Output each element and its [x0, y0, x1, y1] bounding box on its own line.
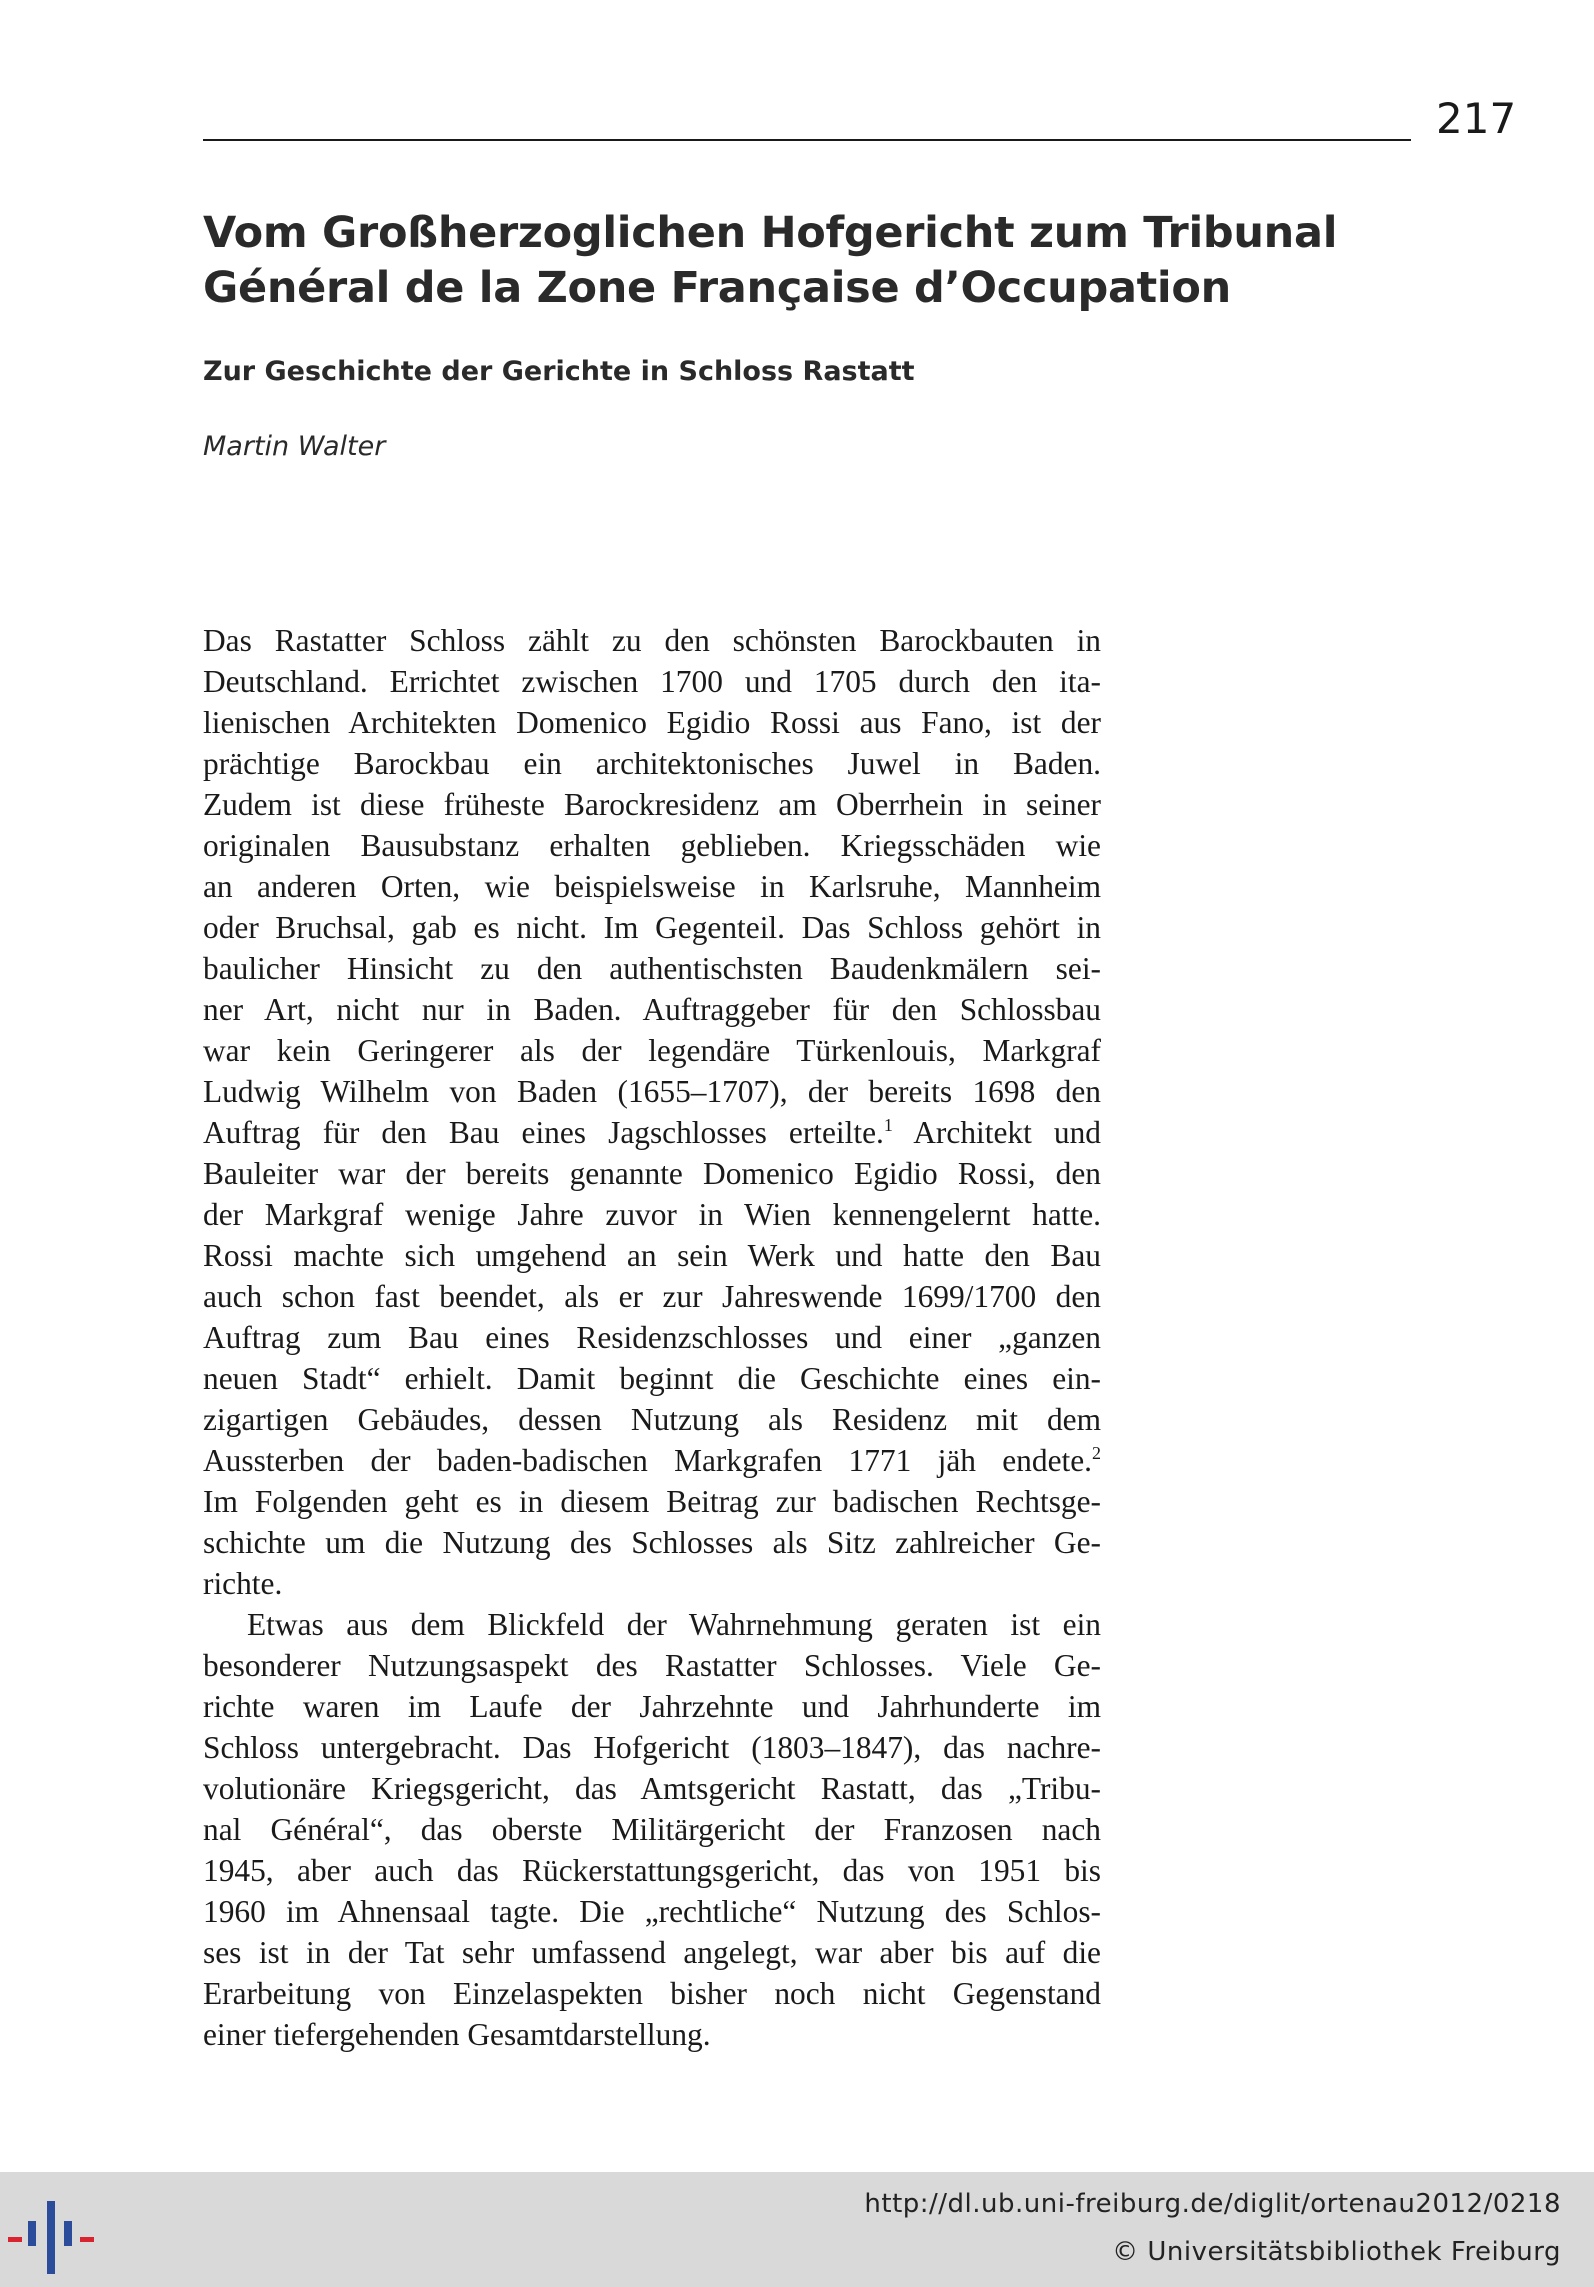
text-segment: Aussterben der baden-badischen Markgrafen 1771 jäh endete.	[203, 1443, 1092, 1478]
text-line: an anderen Orten, wie beispielsweise in Karlsruhe, Mannheim	[203, 869, 1101, 904]
text-line: nal Général“, das oberste Militärgericht der Franzosen nach	[203, 1812, 1101, 1847]
ub-freiburg-logo-icon	[0, 2190, 100, 2280]
text-line: zigartigen Gebäudes, dessen Nutzung als Residenz mit dem	[203, 1402, 1101, 1437]
article-subtitle: Zur Geschichte der Gerichte in Schloss Rastatt	[203, 356, 915, 387]
text-line: war kein Geringerer als der legendäre Türkenlouis, Markgraf	[203, 1033, 1101, 1068]
article-author: Martin Walter	[203, 431, 386, 462]
text-line: Ludwig Wilhelm von Baden (1655–1707), der bereits 1698 den	[203, 1074, 1101, 1109]
text-line: Im Folgenden geht es in diesem Beitrag zur badischen Rechtsge-	[203, 1484, 1101, 1519]
text-segment: Architekt und	[913, 1115, 1101, 1150]
text-line: Bauleiter war der bereits genannte Domenico Egidio Rossi, den	[203, 1156, 1101, 1191]
footnote-ref-2[interactable]: 2	[1092, 1443, 1101, 1463]
article-body	[203, 620, 1101, 2055]
text-line: einer tiefergehenden Gesamtdarstellung.	[203, 2017, 711, 2052]
footnote-ref-1[interactable]: 1	[883, 1115, 893, 1135]
footer-url-link[interactable]: http://dl.ub.uni-freiburg.de/diglit/ortenau2012/0218	[864, 2189, 1561, 2219]
text-line: schichte um die Nutzung des Schlosses als Sitz zahlreicher Ge-	[203, 1525, 1101, 1560]
text-line: besonderer Nutzungsaspekt des Rastatter Schlosses. Viele Ge-	[203, 1648, 1101, 1683]
text-line: Rossi machte sich umgehend an sein Werk und hatte den Bau	[203, 1238, 1101, 1273]
text-line: lienischen Architekten Domenico Egidio Rossi aus Fano, ist der	[203, 705, 1101, 740]
page-number: 217	[1436, 94, 1517, 143]
text-line: Erarbeitung von Einzelaspekten bisher noch nicht Gegenstand	[203, 1976, 1101, 2011]
header-rule	[203, 139, 1411, 141]
footer-copyright: © Universitätsbibliothek Freiburg	[1112, 2237, 1561, 2267]
text-line-with-footnote	[203, 1112, 1101, 1153]
text-segment: Auftrag für den Bau eines Jagschlosses erteilte.	[203, 1115, 884, 1150]
text-line: Etwas aus dem Blickfeld der Wahrnehmung geraten ist ein	[247, 1607, 1101, 1642]
text-line: auch schon fast beendet, als er zur Jahreswende 1699/1700 den	[203, 1279, 1101, 1314]
text-line: 1945, aber auch das Rückerstattungsgericht, das von 1951 bis	[203, 1853, 1101, 1888]
text-line: richte.	[203, 1566, 283, 1601]
text-line: volutionäre Kriegsgericht, das Amtsgericht Rastatt, das „Tribu-	[203, 1771, 1101, 1806]
text-line-with-footnote	[203, 1440, 1101, 1481]
text-line: Schloss untergebracht. Das Hofgericht (1803–1847), das nachre-	[203, 1730, 1101, 1765]
text-line: neuen Stadt“ erhielt. Damit beginnt die Geschichte eines ein-	[203, 1361, 1101, 1396]
text-line: 1960 im Ahnensaal tagte. Die „rechtliche“ Nutzung des Schlos-	[203, 1894, 1101, 1929]
article-title-line-2: Général de la Zone Française d’Occupation	[203, 263, 1231, 313]
text-line: ner Art, nicht nur in Baden. Auftraggeber für den Schlossbau	[203, 992, 1101, 1027]
text-line: originalen Bausubstanz erhalten geblieben. Kriegsschäden wie	[203, 828, 1101, 863]
article-title-line-1: Vom Großherzoglichen Hofgericht zum Tribunal	[203, 208, 1338, 258]
text-line: ses ist in der Tat sehr umfassend angelegt, war aber bis auf die	[203, 1935, 1101, 1970]
paragraph-1	[203, 620, 1101, 1604]
text-line: richte waren im Laufe der Jahrzehnte und Jahrhunderte im	[203, 1689, 1101, 1724]
text-line: Das Rastatter Schloss zählt zu den schönsten Barockbauten in	[203, 623, 1101, 658]
text-line: Auftrag zum Bau eines Residenzschlosses und einer „ganzen	[203, 1320, 1101, 1355]
paragraph-2	[203, 1604, 1101, 2055]
text-line: oder Bruchsal, gab es nicht. Im Gegenteil. Das Schloss gehört in	[203, 910, 1101, 945]
text-line: Zudem ist diese früheste Barockresidenz am Oberrhein in seiner	[203, 787, 1101, 822]
article-title	[203, 206, 1403, 316]
text-line: der Markgraf wenige Jahre zuvor in Wien kennengelernt hatte.	[203, 1197, 1101, 1232]
text-line: Deutschland. Errichtet zwischen 1700 und 1705 durch den ita-	[203, 664, 1101, 699]
text-line: prächtige Barockbau ein architektonisches Juwel in Baden.	[203, 746, 1101, 781]
text-line: baulicher Hinsicht zu den authentischsten Baudenkmälern sei-	[203, 951, 1101, 986]
